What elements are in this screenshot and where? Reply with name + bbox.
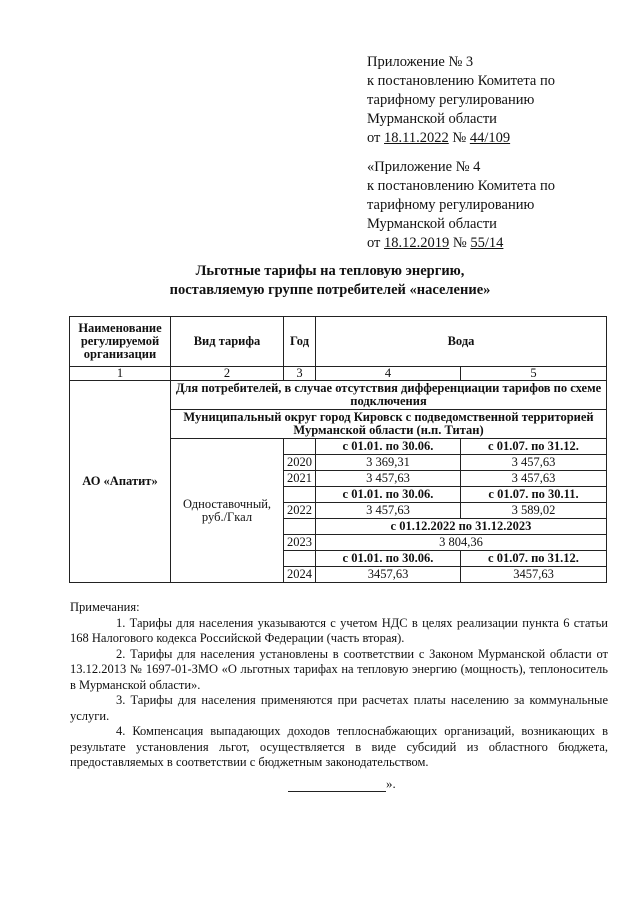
- year-cell: 2023: [284, 535, 316, 551]
- section-title: Для потребителей, в случае отсутствия дифференциации тарифов по схеме подключения: [171, 381, 607, 410]
- value-cell: 3 457,63: [461, 471, 607, 487]
- territory-title: Муниципальный округ город Кировск с подведомственной территорией Мурманской области (н.п. Титан): [171, 410, 607, 439]
- note-item: 3. Тарифы для населения применяются при расчетах платы населению за коммунальные услуги.: [70, 693, 608, 723]
- column-number-row: [70, 367, 607, 381]
- col-number-5: 5: [461, 367, 607, 381]
- notes-section: [70, 600, 608, 771]
- number-sign: №: [452, 235, 467, 251]
- org-name-cell: АО «Апатит»: [70, 381, 171, 583]
- signature-line: [288, 781, 386, 792]
- ot-label: от: [367, 130, 381, 146]
- table-header-row: [70, 317, 607, 367]
- empty-year-cell: [284, 439, 316, 455]
- empty-year-cell: [284, 519, 316, 535]
- value-cell: 3 369,31: [316, 455, 461, 471]
- section-title-row: [70, 381, 607, 410]
- title-line-2: поставляемую группе потребителей «население»: [169, 282, 491, 298]
- period-c: с 01.12.2022 по 31.12.2023: [316, 519, 607, 535]
- appendix-3-number: 44/109: [469, 130, 511, 146]
- period-d-1: с 01.01. по 30.06.: [316, 551, 461, 567]
- closing-line: [288, 776, 396, 792]
- year-cell: 2020: [284, 455, 316, 471]
- appendix-4-line-4: Мурманской области: [367, 216, 497, 232]
- appendix-4-header: [367, 158, 617, 253]
- appendix-3-line-3: тарифному регулированию: [367, 92, 535, 108]
- tariff-table: [69, 316, 607, 583]
- tariff-type-cell: Одноставочный, руб./Гкал: [171, 439, 284, 583]
- appendix-4-title: «Приложение № 4: [367, 159, 481, 175]
- closing-quote: ».: [386, 776, 396, 791]
- value-cell: 3 457,63: [316, 471, 461, 487]
- appendix-3-header: [367, 53, 617, 148]
- appendix-4-line-2: к постановлению Комитета по: [367, 178, 555, 194]
- col-number-3: 3: [284, 367, 316, 381]
- empty-year-cell: [284, 551, 316, 567]
- header-water: Вода: [316, 317, 607, 367]
- header-year: Год: [284, 317, 316, 367]
- number-sign: №: [452, 130, 467, 146]
- appendix-3-line-4: Мурманской области: [367, 111, 497, 127]
- col-number-2: 2: [171, 367, 284, 381]
- period-b-2: с 01.07. по 30.11.: [461, 487, 607, 503]
- header-tariff-type: Вид тарифа: [171, 317, 284, 367]
- col-number-4: 4: [316, 367, 461, 381]
- value-cell: 3 457,63: [316, 503, 461, 519]
- year-cell: 2024: [284, 567, 316, 583]
- value-cell: 3457,63: [316, 567, 461, 583]
- ot-label: от: [367, 235, 381, 251]
- title-line-1: Льготные тарифы на тепловую энергию,: [195, 263, 465, 279]
- appendix-3-date-line: [367, 129, 617, 148]
- note-item: 2. Тарифы для населения установлены в соответствии с Законом Мурманской области от 13.12.2013 № 1697-01-ЗМО «О льготных тарифах на тепловую энергию (мощность), теплоноситель в Мурманской области».: [70, 646, 608, 692]
- value-cell: 3457,63: [461, 567, 607, 583]
- period-a-1: с 01.01. по 30.06.: [316, 439, 461, 455]
- appendix-3-date: 18.11.2022: [384, 130, 449, 146]
- period-d-2: с 01.07. по 31.12.: [461, 551, 607, 567]
- value-cell: 3 589,02: [461, 503, 607, 519]
- appendix-4-number: 55/14: [470, 235, 504, 251]
- value-cell: 3 457,63: [461, 455, 607, 471]
- notes-heading: Примечания:: [70, 600, 140, 614]
- year-cell: 2022: [284, 503, 316, 519]
- period-a-2: с 01.07. по 31.12.: [461, 439, 607, 455]
- appendix-4-date-line: [367, 234, 617, 253]
- period-b-1: с 01.01. по 30.06.: [316, 487, 461, 503]
- appendix-4-date: 18.12.2019: [384, 235, 450, 251]
- appendix-4-line-3: тарифному регулированию: [367, 197, 535, 213]
- value-cell: 3 804,36: [316, 535, 607, 551]
- appendix-3-title: Приложение № 3: [367, 54, 474, 70]
- note-item: 4. Компенсация выпадающих доходов теплоснабжающих организаций, возникающих в результате установления льгот, осуществляется в виде субсидий из областного бюджета, предоставляемых в соответствии с бюджетным законодательством.: [70, 724, 608, 769]
- note-item: 1. Тарифы для населения указываются с учетом НДС в целях реализации пункта 6 статьи 168 Налогового кодекса Российской Федерации (часть вторая).: [70, 615, 608, 645]
- document-title: [0, 262, 640, 300]
- header-org: Наименование регулируемой организации: [70, 317, 171, 367]
- appendix-3-line-2: к постановлению Комитета по: [367, 73, 555, 89]
- empty-year-cell: [284, 487, 316, 503]
- col-number-1: 1: [70, 367, 171, 381]
- year-cell: 2021: [284, 471, 316, 487]
